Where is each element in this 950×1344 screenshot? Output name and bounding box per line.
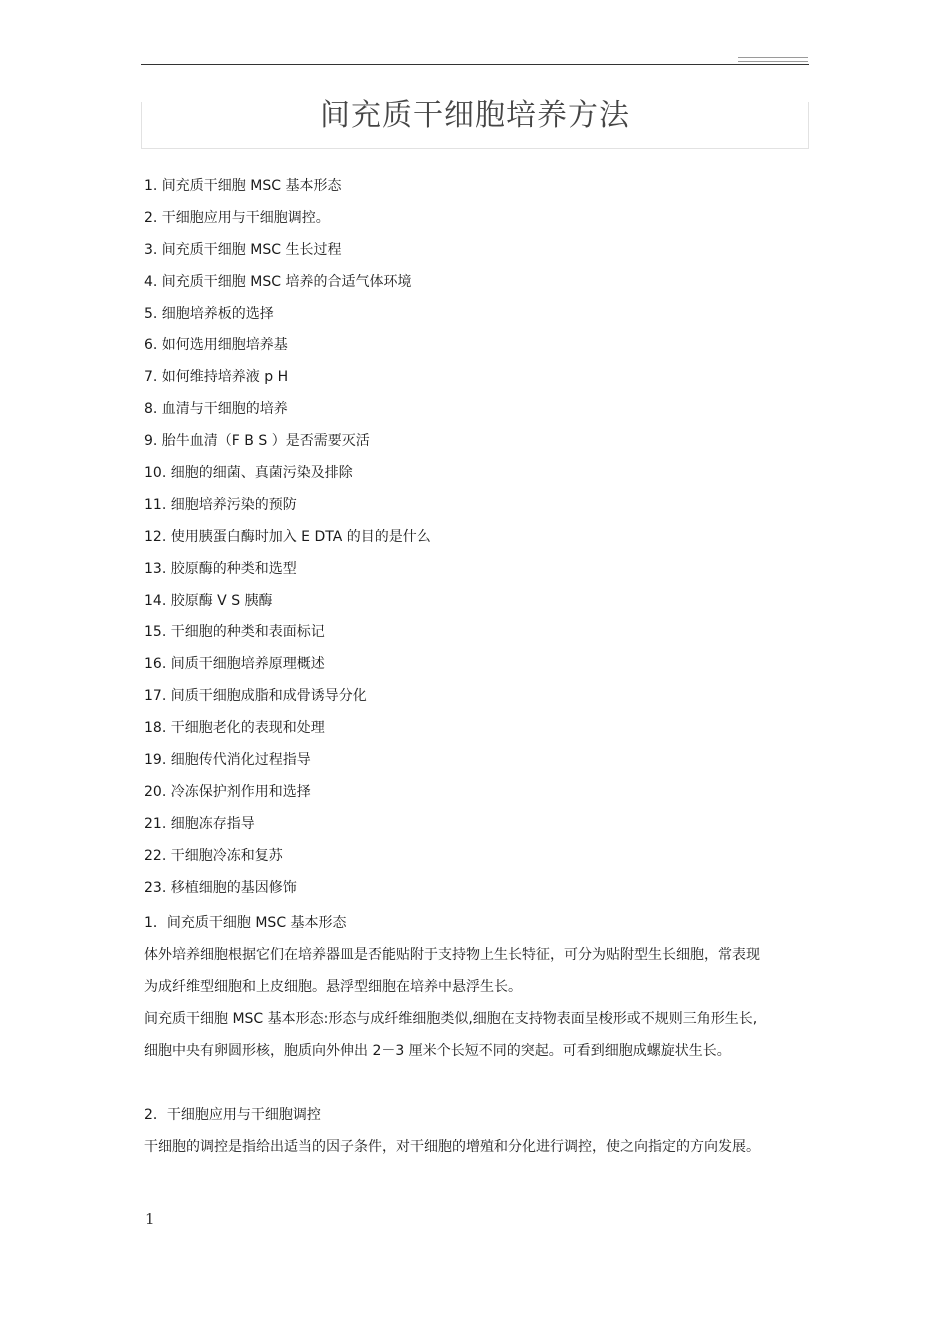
toc-item: 2. 干细胞应用与干细胞调控。 <box>144 209 330 226</box>
toc-item: 8. 血清与干细胞的培养 <box>144 401 288 418</box>
toc-item: 7. 如何维持培养液 p H <box>144 369 289 386</box>
toc-item: 9. 胎牛血清（F B S ）是否需要灭活 <box>144 433 370 450</box>
toc-item: 14. 胶原酶 V S 胰酶 <box>144 592 273 609</box>
toc-item: 19. 细胞传代消化过程指导 <box>144 752 311 769</box>
section-1-heading: 1．间充质干细胞 MSC 基本形态 <box>144 915 347 931</box>
document-title: 间充质干细胞培养方法 <box>320 98 630 133</box>
toc-item: 6. 如何选用细胞培养基 <box>144 337 288 354</box>
title-box <box>141 98 809 149</box>
toc-item: 13. 胶原酶的种类和选型 <box>144 560 297 577</box>
toc-item: 10. 细胞的细菌、真菌污染及排除 <box>144 465 353 482</box>
section-2-paragraph-1: 干细胞的调控是指给出适当的因子条件，对干细胞的增殖和分化进行调控，使之向指定的方向发展。 <box>144 1139 760 1155</box>
toc-item: 5. 细胞培养板的选择 <box>144 305 274 322</box>
table-of-contents <box>144 173 431 906</box>
section-1-paragraph-2-line-1: 间充质干细胞 MSC 基本形态:形态与成纤维细胞类似,细胞在支持物表面呈梭形或不规则三角形生长, <box>144 1011 758 1027</box>
toc-item: 11. 细胞培养污染的预防 <box>144 496 297 513</box>
section-2-heading: 2．干细胞应用与干细胞调控 <box>144 1107 321 1123</box>
toc-item: 17. 间质干细胞成脂和成骨诱导分化 <box>144 688 367 705</box>
toc-item: 16. 间质干细胞培养原理概述 <box>144 656 325 673</box>
toc-item: 18. 干细胞老化的表现和处理 <box>144 720 325 737</box>
paragraph-gap <box>144 1067 810 1099</box>
header-rule <box>141 64 809 65</box>
toc-item: 3. 间充质干细胞 MSC 生长过程 <box>144 241 342 258</box>
toc-item: 23. 移植细胞的基因修饰 <box>144 879 297 896</box>
toc-item: 15. 干细胞的种类和表面标记 <box>144 624 325 641</box>
section-1-paragraph-1-line-2: 为成纤维型细胞和上皮细胞。悬浮型细胞在培养中悬浮生长。 <box>144 979 522 995</box>
section-1-paragraph-1-line-1: 体外培养细胞根据它们在培养器皿是否能贴附于支持物上生长特征，可分为贴附型生长细胞，常表现 <box>144 947 760 963</box>
toc-item: 4. 间充质干细胞 MSC 培养的合适气体环境 <box>144 273 412 290</box>
toc-item: 21. 细胞冻存指导 <box>144 815 255 832</box>
page-number: 1 <box>145 1210 155 1228</box>
toc-item: 1. 间充质干细胞 MSC 基本形态 <box>144 178 342 194</box>
section-1-paragraph-2-line-2: 细胞中央有卵圆形核，胞质向外伸出 2－3 厘米个长短不同的突起。可看到细胞成螺旋状生长。 <box>144 1043 731 1059</box>
toc-item: 12. 使用胰蛋白酶时加入 E DTA 的目的是什么 <box>144 528 431 545</box>
body-text <box>144 907 810 1163</box>
toc-item: 20. 冷冻保护剂作用和选择 <box>144 783 311 800</box>
toc-item: 22. 干细胞冷冻和复苏 <box>144 847 283 864</box>
